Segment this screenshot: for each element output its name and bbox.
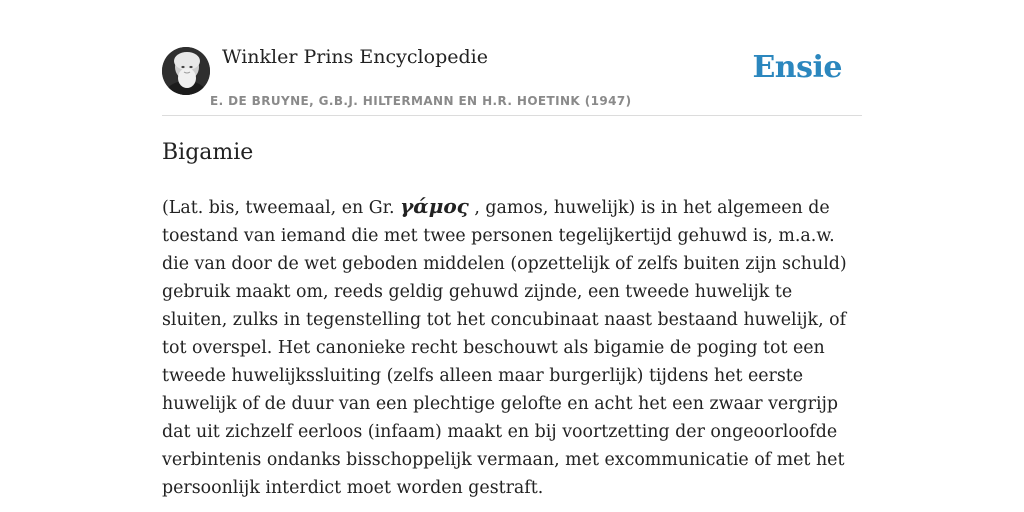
body-intro: (Lat. bis, tweemaal, en Gr. <box>162 198 401 218</box>
site-header <box>162 44 862 116</box>
author-portrait-icon[interactable] <box>162 47 210 95</box>
ensie-logo-link[interactable]: Ensie <box>752 50 842 85</box>
article-body <box>162 192 862 502</box>
page-title: Bigamie <box>162 140 254 165</box>
authors-line: E. DE BRUYNE, G.B.J. HILTERMANN EN H.R. HOETINK (1947) <box>210 94 632 108</box>
greek-word: γάμος <box>400 194 469 218</box>
site-title-link[interactable]: Winkler Prins Encyclopedie <box>222 46 488 68</box>
author-portrait-icon-graphic <box>162 47 210 95</box>
body-rest: , gamos, huwelijk) is in het algemeen de toestand van iemand die met twee personen tegelijkertijd gehuwd is, m.a.w. die van door de wet geboden middelen (opzettelijk of zelfs buiten zijn schuld) gebruik maakt om, reeds geldig gehuwd zijnde, een tweede huwelijk te sluiten, zulks in tegenstelling tot het concubinaat naast bestaand huwelijk, of tot overspel. Het canonieke recht beschouwt als bigamie de poging tot een tweede huwelijkssluiting (zelfs alleen maar burgerlijk) tijdens het eerste huwelijk of de duur van een plechtige gelofte en acht het een zwaar vergrijp dat uit zichzelf eerloos (infaam) maakt en bij voortzetting der ongeoorloofde verbintenis ondanks bisschoppelijk vermaan, met excommunicatie of met het persoonlijk interdict moet worden gestraft. <box>162 198 847 498</box>
